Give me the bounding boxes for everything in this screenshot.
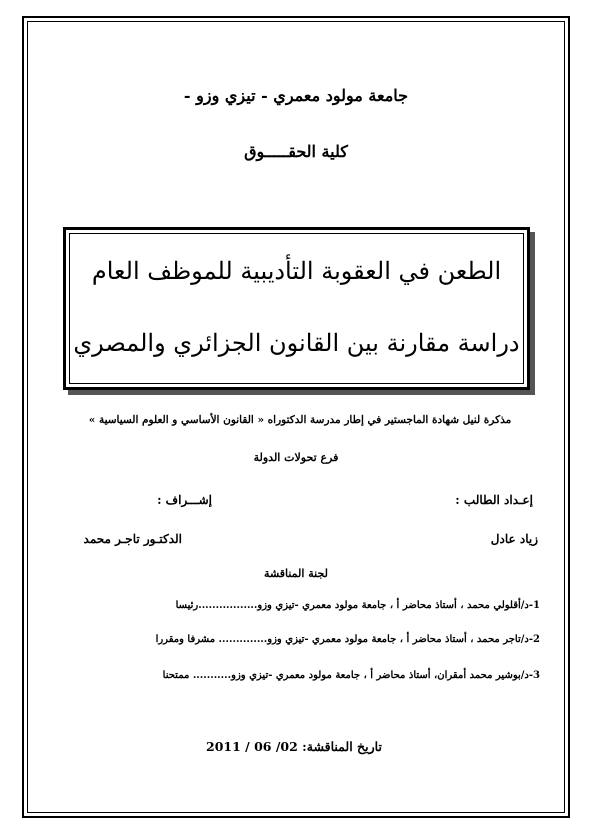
thesis-subtitle: دراسة مقارنة بين القانون الجزائري والمصري [73,329,520,357]
committee-member-2: 2-د/تاجر محمد ، أستاذ محاضر أ ، جامعة مولود معمري -تيزي وزو.............. مشرفا ومقررا [155,634,540,645]
university-name: جامعة مولود معمري - تيزي وزو - [183,86,409,105]
title-box [63,227,530,390]
committee-title: لجنة المناقشة [264,567,328,580]
branch-name: فرع تحولات الدولة [253,451,339,464]
defense-date: تاريخ المناقشة: 02/ 06 / 2011 [206,739,382,754]
supervisor-name: الدكتـور تاجـر محمد [83,532,182,546]
committee-member-3: 3-د/بوشير محمد أمقران، أستاذ محاضر أ ، جامعة مولود معمري -تيزي وزو........... ممتحنا [162,670,540,681]
title-box-inner-border [69,233,524,384]
faculty-name: كلية الحقـــــوق [244,142,348,161]
committee-member-1: 1-د/أقلولي محمد ، أستاذ محاضر أ ، جامعة مولود معمري -تيزي وزو.................رئيسا [175,600,540,611]
thesis-title: الطعن في العقوبة التأديبية للموظف العام [91,257,502,285]
student-name: زياد عادل [490,532,538,546]
supervision-label: إشـــراف : [157,493,212,507]
memo-statement: مذكرة لنيل شهادة الماجستير في إطار مدرسة الدكتوراه « القانون الأساسي و العلوم السياسية » [88,414,512,426]
prepared-by-label: إعـداد الطالب : [455,493,533,507]
